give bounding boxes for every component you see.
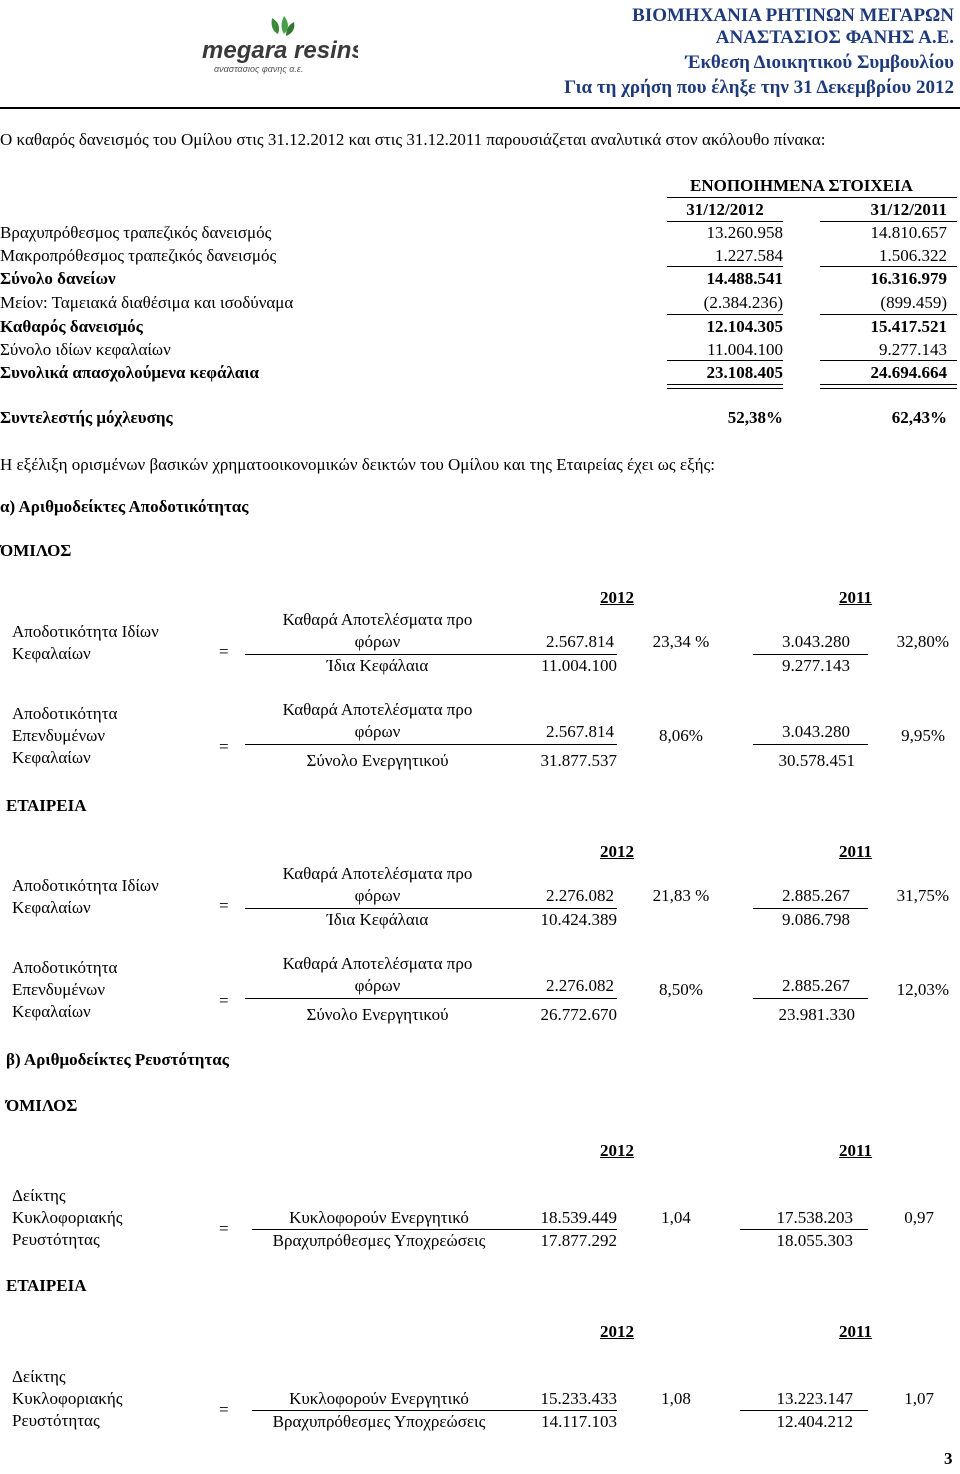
denominator-label: Βραχυπρόθεσμες Υποχρεώσεις bbox=[272, 1231, 486, 1250]
section-b-heading: β) Αριθμοδείκτες Ρευστότητας bbox=[6, 1050, 229, 1069]
company-heading: ΕΤΑΙΡΕΙΑ bbox=[6, 796, 87, 815]
denominator-label: Ίδια Κεφάλαια bbox=[326, 656, 429, 675]
group-liq-den-2012: 17.877.292 bbox=[540, 1231, 617, 1250]
debt-row-v2011: 24.694.664 bbox=[870, 363, 947, 382]
total-rule bbox=[667, 384, 783, 385]
leverage-2012: 52,38% bbox=[727, 408, 783, 427]
company-roi-2012: 8,50% bbox=[659, 980, 703, 999]
fraction-bar bbox=[245, 654, 617, 655]
ratio-name: Δείκτης bbox=[12, 1367, 66, 1386]
debt-row-v2011: (899.459) bbox=[880, 293, 947, 312]
debt-row-label: Σύνολο ιδίων κεφαλαίων bbox=[0, 340, 171, 359]
group-roi-num-2012: 2.567.814 bbox=[546, 722, 614, 741]
company-liq-2012: 1,08 bbox=[661, 1389, 691, 1408]
debt-row-v2012: 12.104.305 bbox=[706, 317, 783, 336]
company-roe-num-2012: 2.276.082 bbox=[546, 886, 614, 905]
year-2012: 2012 bbox=[600, 842, 634, 861]
ratio-name: Ρευστότητας bbox=[12, 1411, 100, 1430]
debt-row-label: Μακροπρόθεσμος τραπεζικός δανεισμός bbox=[0, 246, 277, 265]
group-roe-num-2012: 2.567.814 bbox=[546, 632, 614, 651]
debt-row-v2012: 23.108.405 bbox=[706, 363, 783, 382]
company-roe-2012: 21,83 % bbox=[652, 886, 710, 905]
equals-sign: = bbox=[219, 1219, 229, 1238]
group-roi-den-2011: 30.578.451 bbox=[778, 751, 855, 770]
logo-text: megara resins bbox=[202, 37, 358, 64]
equals-sign: = bbox=[219, 896, 229, 915]
company-roe-num-2011: 2.885.267 bbox=[782, 886, 850, 905]
header-period: Για τη χρήση που έληξε την 31 Δεκεμβρίου 2012 bbox=[564, 77, 954, 98]
group-roe-num-2011: 3.043.280 bbox=[782, 632, 850, 651]
ratio-name: Αποδοτικότητα Ιδίων bbox=[12, 622, 159, 641]
group-roi-den-2012: 31.877.537 bbox=[540, 751, 617, 770]
debt-col-2012: 31/12/2012 bbox=[686, 200, 764, 219]
debt-row-v2011: 16.316.979 bbox=[870, 269, 947, 288]
numerator-label: Καθαρά Αποτελέσματα προ bbox=[282, 954, 473, 973]
year-2011: 2011 bbox=[839, 588, 873, 607]
group-header-rule bbox=[667, 197, 957, 198]
numerator-label: Κυκλοφορούν Ενεργητικό bbox=[289, 1208, 469, 1227]
company-liq-2011: 1,07 bbox=[904, 1389, 934, 1408]
group-heading: ΌΜΙΛΟΣ bbox=[0, 541, 72, 560]
group-roe-den-2011: 9.277.143 bbox=[782, 656, 850, 675]
intro-text: Ο καθαρός δανεισμός του Ομίλου στις 31.12.2012 και στις 31.12.2011 παρουσιάζεται αναλυτικά στον ακόλουθο πίνακα: bbox=[0, 130, 826, 149]
equals-sign: = bbox=[219, 737, 229, 756]
debt-row-v2012: 1.227.584 bbox=[715, 246, 783, 265]
company-roi-den-2012: 26.772.670 bbox=[540, 1005, 617, 1024]
section-a-heading: α) Αριθμοδείκτες Αποδοτικότητας bbox=[0, 497, 249, 516]
debt-row-v2012: 13.260.958 bbox=[706, 223, 783, 242]
ratio-name: Κεφαλαίων bbox=[12, 1002, 91, 1021]
debt-row-v2011: 1.506.322 bbox=[879, 246, 947, 265]
year-2011: 2011 bbox=[839, 842, 873, 861]
ratio-name: Ρευστότητας bbox=[12, 1230, 100, 1249]
company-liq-den-2011: 12.404.212 bbox=[776, 1412, 853, 1431]
ratio-name: Αποδοτικότητα Ιδίων bbox=[12, 876, 159, 895]
company-roe-den-2011: 9.086.798 bbox=[782, 910, 850, 929]
numerator-label: φόρων bbox=[354, 722, 401, 741]
denominator-label: Σύνολο Ενεργητικού bbox=[306, 751, 449, 770]
fraction-bar bbox=[252, 1229, 617, 1230]
group-heading: ΌΜΙΛΟΣ bbox=[6, 1096, 78, 1115]
ratio-name: Δείκτης bbox=[12, 1186, 66, 1205]
ratio-name: Αποδοτικότητα bbox=[12, 704, 118, 723]
equals-sign: = bbox=[219, 991, 229, 1010]
fraction-bar bbox=[753, 908, 868, 909]
ratio-name: Κυκλοφοριακής bbox=[12, 1208, 123, 1227]
fraction-bar bbox=[252, 1410, 617, 1411]
group-roe-2011: 32,80% bbox=[896, 632, 949, 651]
debt-table-group-header: ΕΝΟΠΟΙΗΜΕΝΑ ΣΤΟΙΧΕΙΑ bbox=[690, 176, 913, 195]
ratio-name: Κεφαλαίων bbox=[12, 748, 91, 767]
group-roi-2011: 9,95% bbox=[901, 726, 945, 745]
evolution-text: Η εξέλιξη ορισμένων βασικών χρηματοοικονομικών δεικτών του Ομίλου και της Εταιρείας έχει ως εξής: bbox=[0, 455, 715, 474]
company-liq-den-2012: 14.117.103 bbox=[541, 1412, 617, 1431]
year-2012: 2012 bbox=[600, 588, 634, 607]
subtotal-rule bbox=[667, 266, 783, 267]
company-roi-num-2011: 2.885.267 bbox=[782, 976, 850, 995]
fraction-bar bbox=[245, 744, 617, 745]
numerator-label: Καθαρά Αποτελέσματα προ bbox=[282, 610, 473, 629]
fraction-bar bbox=[245, 908, 617, 909]
debt-row-v2011: 9.277.143 bbox=[879, 340, 947, 359]
logo-subtext: αναστασιος φανης α.ε. bbox=[214, 64, 304, 74]
group-roi-num-2011: 3.043.280 bbox=[782, 722, 850, 741]
company-roe-2011: 31,75% bbox=[896, 886, 949, 905]
year-2011: 2011 bbox=[839, 1322, 873, 1341]
company-roi-2011: 12,03% bbox=[896, 980, 949, 999]
fraction-bar bbox=[245, 998, 617, 999]
total-rule bbox=[667, 388, 783, 389]
ratio-name: Επενδυμένων bbox=[12, 980, 106, 999]
equals-sign: = bbox=[219, 642, 229, 661]
company-logo bbox=[198, 14, 358, 76]
col-rule-2012 bbox=[667, 221, 783, 222]
header-company-line1: ΒΙΟΜΗΧΑΝΙΑ ΡΗΤΙΝΩΝ ΜΕΓΑΡΩΝ bbox=[632, 5, 954, 26]
debt-row-v2012: 14.488.541 bbox=[706, 269, 783, 288]
ratio-name: Κεφαλαίων bbox=[12, 644, 91, 663]
debt-row-label: Συνολικά απασχολούμενα κεφάλαια bbox=[0, 363, 260, 382]
debt-row-v2011: 14.810.657 bbox=[870, 223, 947, 242]
numerator-label: Καθαρά Αποτελέσματα προ bbox=[282, 700, 473, 719]
debt-row-v2012: (2.384.236) bbox=[703, 293, 783, 312]
group-roi-2012: 8,06% bbox=[659, 726, 703, 745]
page-number: 3 bbox=[944, 1449, 953, 1468]
company-heading: ΕΤΑΙΡΕΙΑ bbox=[6, 1276, 87, 1295]
company-roe-den-2012: 10.424.389 bbox=[540, 910, 617, 929]
numerator-label: φόρων bbox=[354, 632, 401, 651]
debt-row-label: Μείον: Ταμειακά διαθέσιμα και ισοδύναμα bbox=[0, 293, 294, 312]
debt-row-label: Βραχυπρόθεσμος τραπεζικός δανεισμός bbox=[0, 223, 272, 242]
debt-row-label: Σύνολο δανείων bbox=[0, 269, 116, 288]
group-roe-2012: 23,34 % bbox=[652, 632, 710, 651]
numerator-label: Καθαρά Αποτελέσματα προ bbox=[282, 864, 473, 883]
fraction-bar bbox=[753, 744, 868, 745]
fraction-bar bbox=[740, 1410, 868, 1411]
subtotal-rule bbox=[820, 360, 957, 361]
debt-col-2011: 31/12/2011 bbox=[870, 200, 947, 219]
subtotal-rule bbox=[820, 266, 957, 267]
debt-row-v2012: 11.004.100 bbox=[707, 340, 783, 359]
header-rule bbox=[0, 107, 960, 109]
denominator-label: Ίδια Κεφάλαια bbox=[326, 910, 429, 929]
year-2012: 2012 bbox=[600, 1322, 634, 1341]
denominator-label: Σύνολο Ενεργητικού bbox=[306, 1005, 449, 1024]
group-roe-den-2012: 11.004.100 bbox=[541, 656, 617, 675]
debt-row-label: Καθαρός δανεισμός bbox=[0, 317, 143, 336]
leverage-label: Συντελεστής μόχλευσης bbox=[0, 408, 173, 427]
equals-sign: = bbox=[219, 1400, 229, 1419]
fraction-bar bbox=[753, 654, 868, 655]
denominator-label: Βραχυπρόθεσμες Υποχρεώσεις bbox=[272, 1412, 486, 1431]
subtotal-rule bbox=[667, 314, 783, 315]
group-liq-2012: 1,04 bbox=[661, 1208, 691, 1227]
year-2012: 2012 bbox=[600, 1141, 634, 1160]
group-liq-2011: 0,97 bbox=[904, 1208, 934, 1227]
numerator-label: Κυκλοφορούν Ενεργητικό bbox=[289, 1389, 469, 1408]
company-liq-num-2011: 13.223.147 bbox=[776, 1389, 853, 1408]
year-2011: 2011 bbox=[839, 1141, 873, 1160]
header-report-title: Έκθεση Διοικητικού Συμβουλίου bbox=[685, 52, 954, 73]
fraction-bar bbox=[753, 998, 868, 999]
group-liq-num-2011: 17.538.203 bbox=[776, 1208, 853, 1227]
group-liq-num-2012: 18.539.449 bbox=[540, 1208, 617, 1227]
header-company-line2: ΑΝΑΣΤΑΣΙΟΣ ΦΑΝΗΣ Α.Ε. bbox=[715, 27, 954, 48]
debt-row-v2011: 15.417.521 bbox=[870, 317, 947, 336]
fraction-bar bbox=[740, 1229, 868, 1230]
ratio-name: Αποδοτικότητα bbox=[12, 958, 118, 977]
company-roi-den-2011: 23.981.330 bbox=[778, 1005, 855, 1024]
numerator-label: φόρων bbox=[354, 976, 401, 995]
subtotal-rule bbox=[820, 314, 957, 315]
company-roi-num-2012: 2.276.082 bbox=[546, 976, 614, 995]
company-liq-num-2012: 15.233.433 bbox=[540, 1389, 617, 1408]
total-rule bbox=[820, 384, 957, 385]
group-liq-den-2011: 18.055.303 bbox=[776, 1231, 853, 1250]
ratio-name: Κυκλοφοριακής bbox=[12, 1389, 123, 1408]
ratio-name: Κεφαλαίων bbox=[12, 898, 91, 917]
subtotal-rule bbox=[667, 360, 783, 361]
total-rule bbox=[820, 388, 957, 389]
leverage-2011: 62,43% bbox=[891, 408, 947, 427]
numerator-label: φόρων bbox=[354, 886, 401, 905]
ratio-name: Επενδυμένων bbox=[12, 726, 106, 745]
col-rule-2011 bbox=[820, 221, 957, 222]
